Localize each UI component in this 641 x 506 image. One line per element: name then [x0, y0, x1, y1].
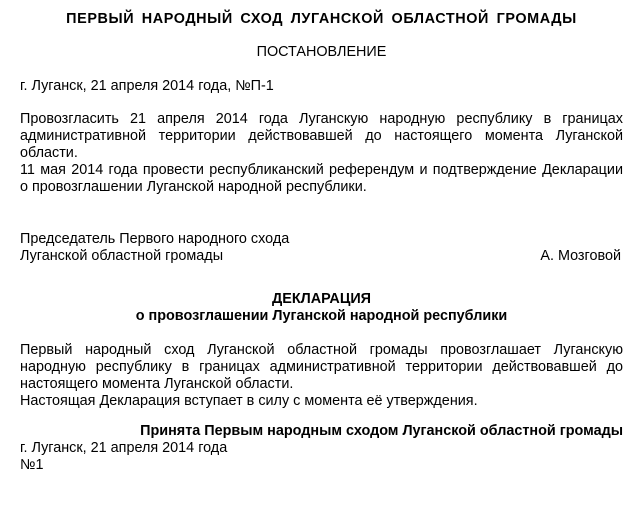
declaration-paragraph-2: Настоящая Декларация вступает в силу с момента её утверждения.: [20, 393, 478, 409]
place-date-number: г. Луганск, 21 апреля 2014 года, №П-1: [20, 78, 274, 94]
declaration-adopted-by: Принята Первым народным сходом Луганской областной громады: [140, 423, 623, 439]
signature-line-2: Луганской областной громады: [20, 248, 224, 264]
signature-name: А. Мозговой: [540, 248, 621, 264]
resolution-title: ПОСТАНОВЛЕНИЕ: [256, 44, 387, 60]
declaration-number: №1: [20, 457, 44, 473]
header-title: ПЕРВЫЙ НАРОДНЫЙ СХОД ЛУГАНСКОЙ ОБЛАСТНОЙ ГРОМАДЫ: [66, 11, 577, 27]
declaration-place-date: г. Луганск, 21 апреля 2014 года: [20, 440, 228, 456]
declaration-title: ДЕКЛАРАЦИЯ: [271, 291, 372, 307]
declaration-subtitle: о провозглашении Луганской народной республики: [135, 308, 508, 324]
signature-line-1: Председатель Первого народного схода: [20, 231, 290, 247]
declaration-paragraph-1: Первый народный сход Луганской областной громады провозглашает Луганскую народную республику в границах административной территории действовавшей до настоящего момента Луганской области.: [20, 342, 623, 392]
resolution-paragraph-1: Провозгласить 21 апреля 2014 года Луганскую народную республику в границах административной территории действовавшей до настоящего момента Луганской области.: [20, 111, 623, 161]
resolution-paragraph-2: 11 мая 2014 года провести республиканский референдум и подтверждение Декларации о провозглашении Луганской народной республики.: [20, 162, 623, 195]
